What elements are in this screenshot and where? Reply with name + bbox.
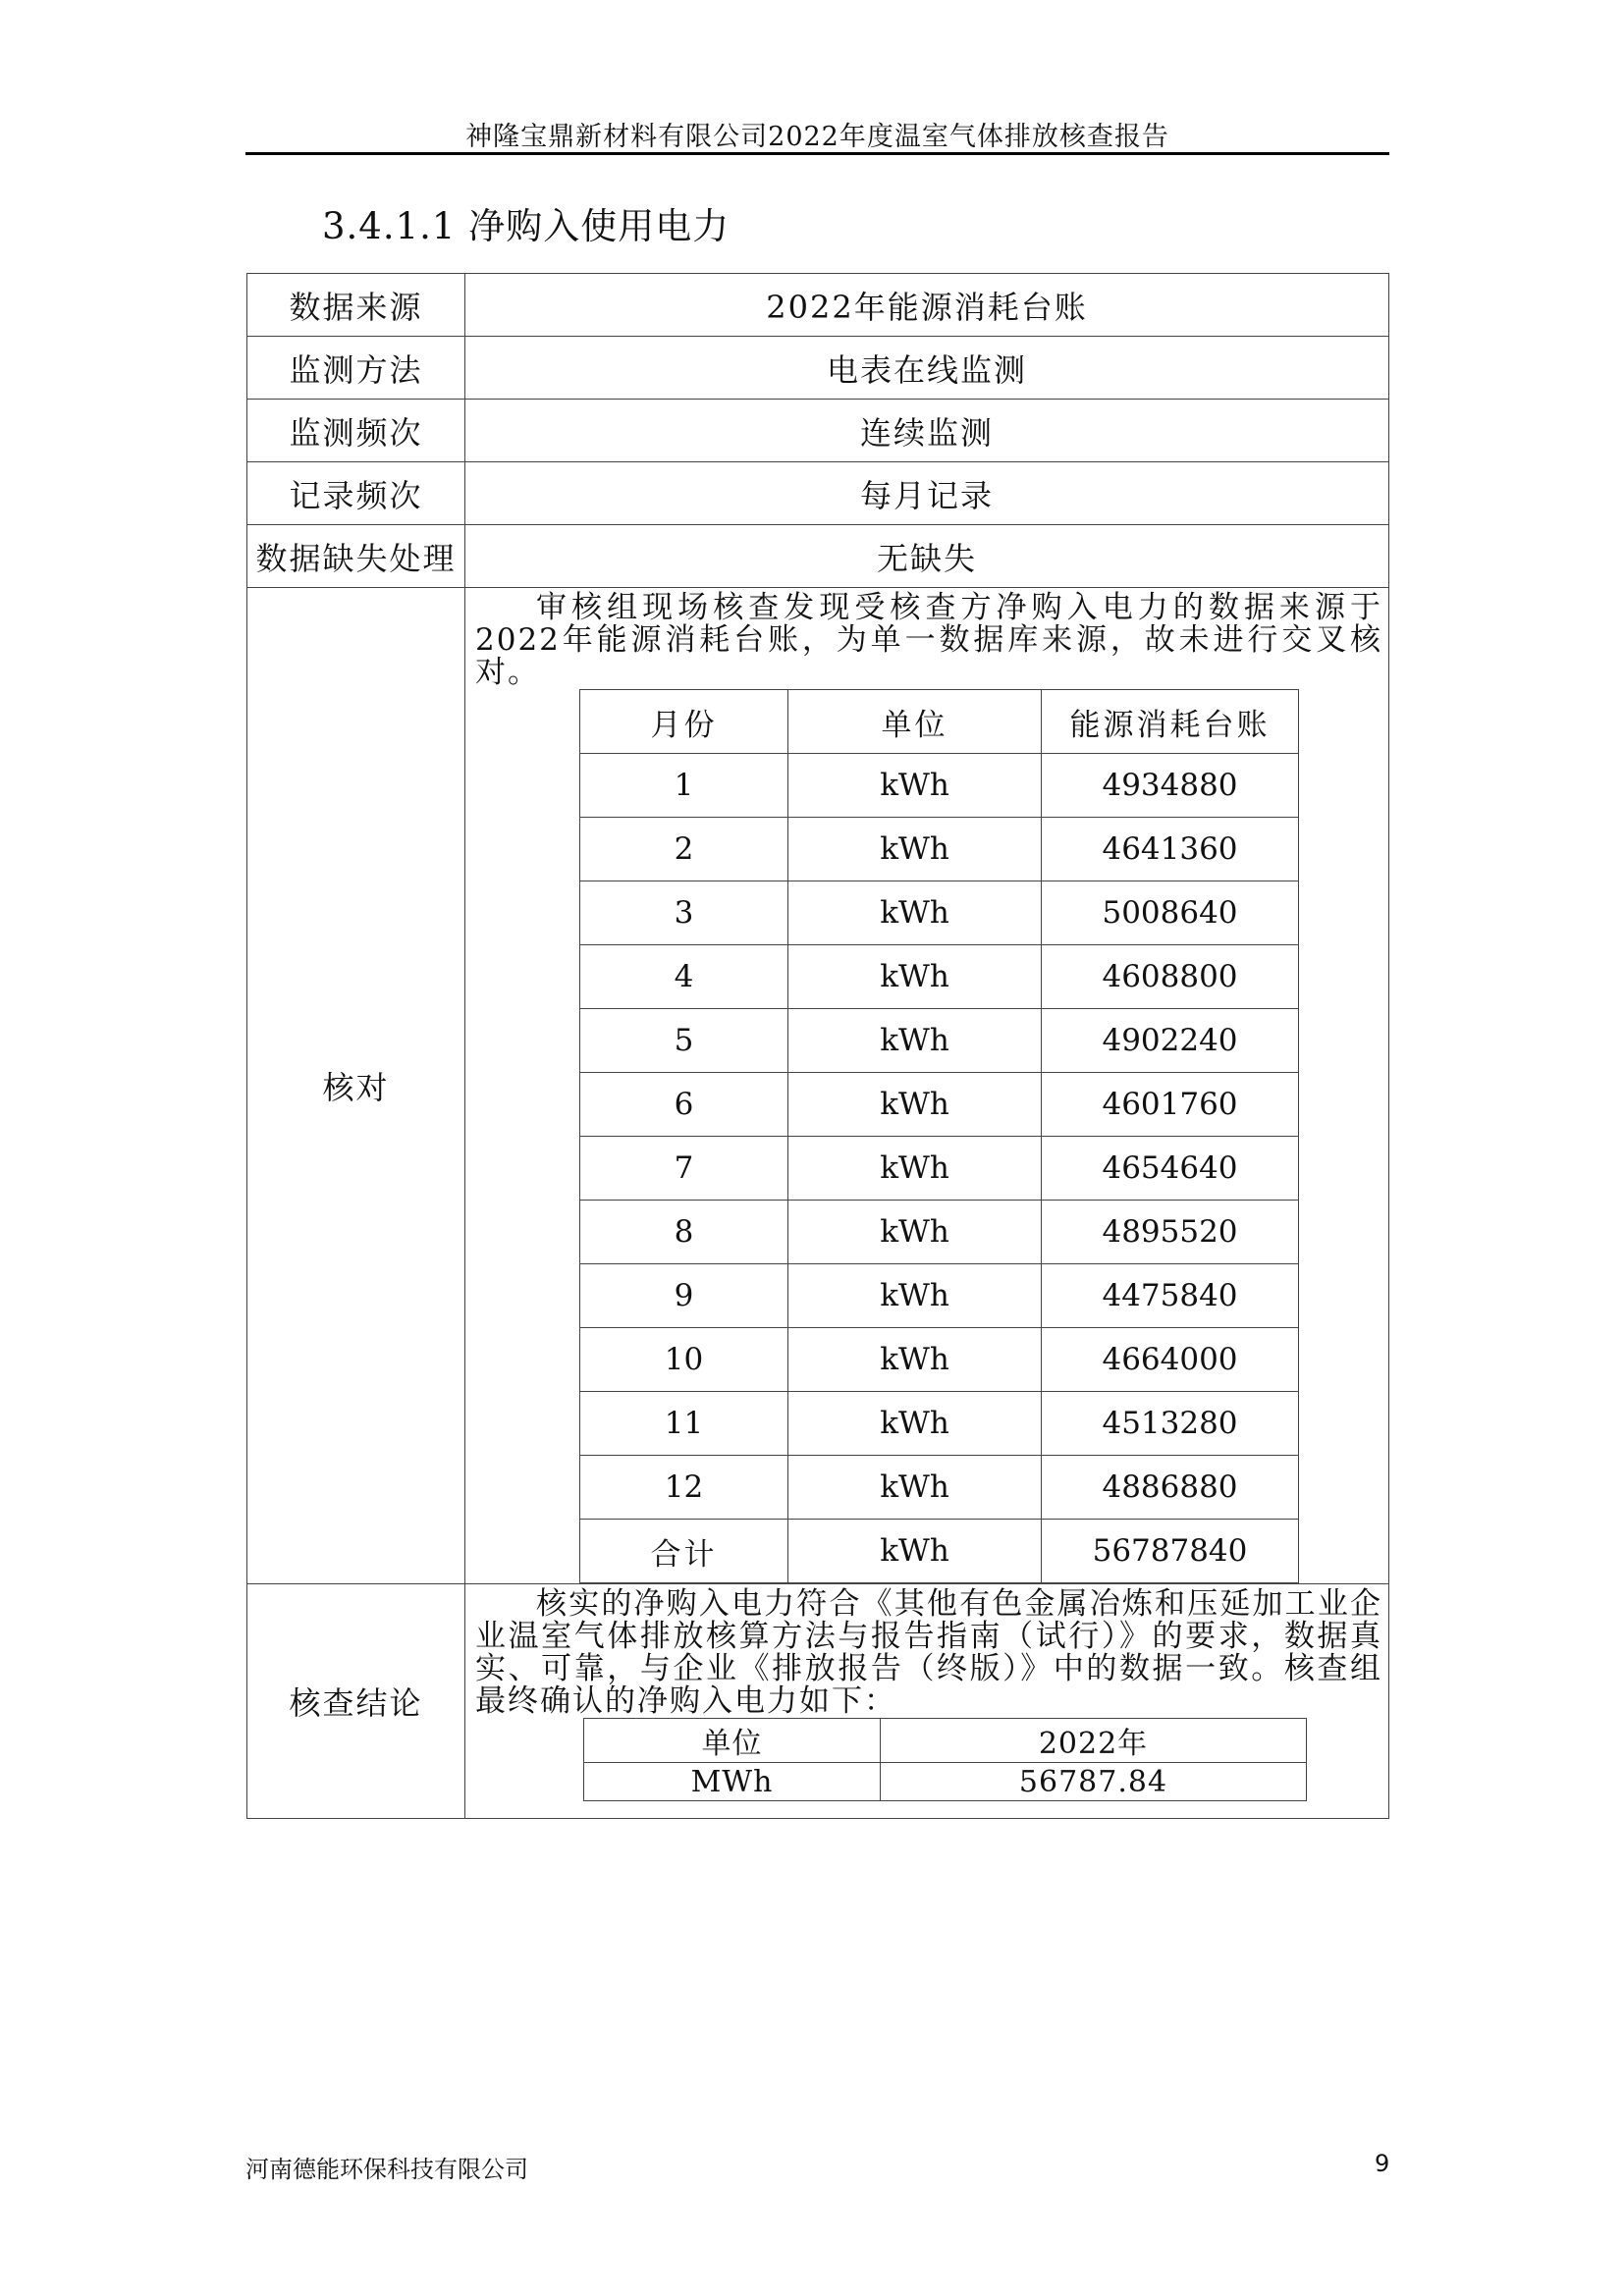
value-cell: 4902240: [1042, 1009, 1299, 1073]
unit-cell: kWh: [788, 1392, 1042, 1456]
value-cell: 4654640: [1042, 1137, 1299, 1201]
table-row: [580, 754, 1299, 818]
table-row: [580, 1456, 1299, 1520]
total-label-cell: 合计: [580, 1520, 788, 1583]
result-row: [584, 1763, 1307, 1801]
info-row: [247, 462, 1389, 525]
value-cell: 5008640: [1042, 881, 1299, 945]
info-row: [247, 274, 1389, 337]
conclusion-paragraph: 核实的净购入电力符合《其他有色金属冶炼和压延加工业企业温室气体排放核算方法与报告指南（试行）》的要求，数据真实、可靠，与企业《排放报告（终版）》中的数据一致。核查组最终确认的净购入电力如下：: [475, 1586, 1382, 1719]
info-value: 连续监测: [465, 400, 1389, 462]
value-cell: 4608800: [1042, 945, 1299, 1009]
value-cell: 4475840: [1042, 1264, 1299, 1328]
unit-cell: kWh: [788, 1201, 1042, 1264]
info-row: [247, 525, 1389, 588]
info-row: [247, 400, 1389, 462]
unit-cell: kWh: [788, 1520, 1042, 1583]
verification-label: 核对: [247, 588, 465, 1584]
value-cell: 4886880: [1042, 1456, 1299, 1520]
footer-page-number: 9: [1375, 2150, 1390, 2177]
table-row: [580, 818, 1299, 881]
month-cell: 6: [580, 1073, 788, 1137]
month-cell: 3: [580, 881, 788, 945]
month-cell: 9: [580, 1264, 788, 1328]
unit-cell: kWh: [788, 1009, 1042, 1073]
table-row: [580, 1392, 1299, 1456]
total-row: [580, 1520, 1299, 1583]
verification-paragraph: 审核组现场核查发现受核查方净购入电力的数据来源于2022年能源消耗台账，为单一数据库来源，故未进行交叉核对。: [475, 590, 1382, 690]
unit-cell: kWh: [788, 1137, 1042, 1201]
unit-header: 单位: [788, 690, 1042, 754]
verification-content: [465, 588, 1389, 1584]
unit-cell: kWh: [788, 818, 1042, 881]
table-row: [580, 1137, 1299, 1201]
result-value-cell: 56787.84: [881, 1763, 1307, 1801]
month-header: 月份: [580, 690, 788, 754]
unit-cell: kWh: [788, 881, 1042, 945]
verification-row: [247, 588, 1389, 1584]
total-value-cell: 56787840: [1042, 1520, 1299, 1583]
table-row: [580, 1264, 1299, 1328]
month-cell: 4: [580, 945, 788, 1009]
month-cell: 7: [580, 1137, 788, 1201]
result-unit-header: 单位: [584, 1719, 881, 1763]
unit-cell: kWh: [788, 1328, 1042, 1392]
table-row: [580, 1073, 1299, 1137]
month-cell: 10: [580, 1328, 788, 1392]
info-value: 电表在线监测: [465, 337, 1389, 400]
value-cell: 4664000: [1042, 1328, 1299, 1392]
section-heading: 3.4.1.1 净购入使用电力: [322, 205, 731, 247]
month-cell: 2: [580, 818, 788, 881]
month-cell: 1: [580, 754, 788, 818]
report-header-title: 神隆宝鼎新材料有限公司2022年度温室气体排放核查报告: [465, 122, 1169, 152]
unit-cell: kWh: [788, 1456, 1042, 1520]
value-cell: 4601760: [1042, 1073, 1299, 1137]
table-row: [580, 945, 1299, 1009]
monthly-consumption-table: [579, 689, 1299, 1583]
electricity-data-table: [246, 273, 1389, 1819]
table-row: [580, 1009, 1299, 1073]
month-cell: 12: [580, 1456, 788, 1520]
result-year-header: 2022年: [881, 1719, 1307, 1763]
value-cell: 4641360: [1042, 818, 1299, 881]
footer-company: 河南德能环保科技有限公司: [245, 2156, 528, 2183]
conclusion-row: [247, 1584, 1389, 1819]
conclusion-content: [465, 1584, 1389, 1819]
header-divider: [245, 152, 1389, 155]
info-value: 每月记录: [465, 462, 1389, 525]
unit-cell: kWh: [788, 945, 1042, 1009]
value-cell: 4934880: [1042, 754, 1299, 818]
ledger-header: 能源消耗台账: [1042, 690, 1299, 754]
result-header-row: [584, 1719, 1307, 1763]
table-row: [580, 881, 1299, 945]
month-cell: 8: [580, 1201, 788, 1264]
table-row: [580, 1201, 1299, 1264]
conclusion-label: 核查结论: [247, 1584, 465, 1819]
confirmed-electricity-table: [583, 1718, 1307, 1801]
info-label: 数据缺失处理: [247, 525, 465, 588]
month-cell: 5: [580, 1009, 788, 1073]
info-row: [247, 337, 1389, 400]
monthly-header-row: [580, 690, 1299, 754]
unit-cell: kWh: [788, 1264, 1042, 1328]
value-cell: 4895520: [1042, 1201, 1299, 1264]
unit-cell: kWh: [788, 1073, 1042, 1137]
month-cell: 11: [580, 1392, 788, 1456]
value-cell: 4513280: [1042, 1392, 1299, 1456]
table-row: [580, 1328, 1299, 1392]
info-label: 数据来源: [247, 274, 465, 337]
info-label: 记录频次: [247, 462, 465, 525]
info-label: 监测方法: [247, 337, 465, 400]
info-value: 无缺失: [465, 525, 1389, 588]
info-label: 监测频次: [247, 400, 465, 462]
result-unit-cell: MWh: [584, 1763, 881, 1801]
info-value: 2022年能源消耗台账: [465, 274, 1389, 337]
unit-cell: kWh: [788, 754, 1042, 818]
